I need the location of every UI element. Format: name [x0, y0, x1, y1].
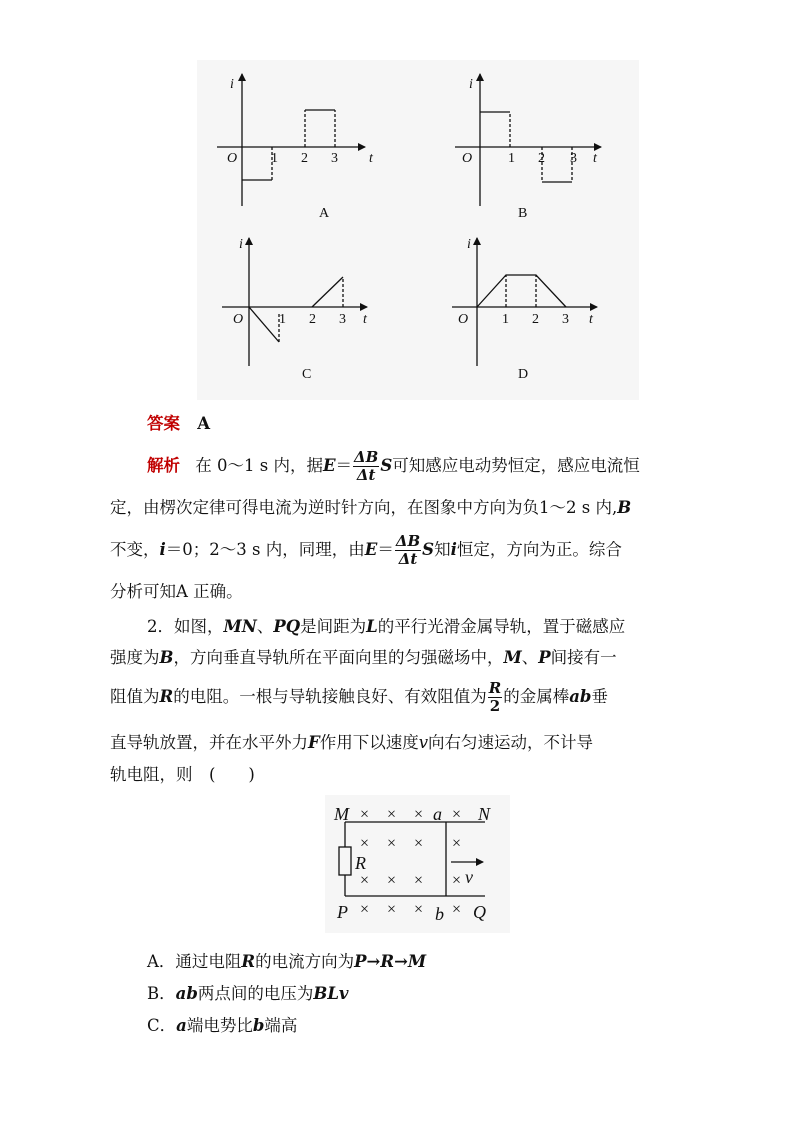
graph-b-t-label: t — [593, 151, 597, 166]
flux-rate-fraction — [395, 533, 421, 568]
v-symbol: v — [418, 733, 429, 752]
analysis-line-4: 分析可知A 正确。 — [110, 582, 243, 601]
field-cross: × — [414, 901, 424, 918]
field-cross: × — [452, 806, 462, 823]
graph-b-i-label: i — [469, 77, 473, 92]
field-cross: × — [414, 835, 424, 852]
resistor — [339, 847, 351, 875]
field-cross: × — [414, 806, 424, 823]
analysis-line-1 — [147, 447, 723, 485]
question-text: 的电阻。一根与导轨接触良好、有效阻值为 — [173, 687, 487, 706]
separator: 、 — [521, 648, 539, 667]
flux-rate-fraction — [353, 449, 379, 484]
graph-a-origin: O — [227, 151, 238, 166]
analysis-line-3 — [110, 531, 686, 569]
l-symbol: L — [366, 617, 378, 636]
graph-b-tick-1: 1 — [508, 151, 515, 166]
question-line-3 — [110, 678, 686, 716]
label-q: Q — [473, 902, 486, 922]
field-cross: × — [387, 872, 397, 889]
fraction-numerator: ΔB — [395, 532, 421, 550]
field-cross: × — [387, 835, 397, 852]
r-symbol: R — [159, 687, 174, 706]
field-cross: × — [452, 901, 462, 918]
a-symbol: a — [176, 1016, 187, 1035]
graph-c-t-label: t — [363, 312, 367, 327]
label-v: v — [465, 867, 473, 887]
area-symbol: S — [422, 540, 435, 559]
graph-figure — [197, 60, 639, 400]
analysis-text: 恒定，方向为正。综合 — [456, 540, 622, 559]
f-symbol: F — [308, 733, 320, 752]
label-n: N — [478, 804, 491, 824]
field-cross: × — [414, 872, 424, 889]
field-cross: × — [360, 901, 370, 918]
graph-c-curve-neg — [249, 307, 279, 342]
analysis-line-2 — [110, 498, 686, 518]
graph-c-origin: O — [233, 312, 244, 327]
graph-d-i-label: i — [467, 237, 471, 252]
question-number: 2． — [147, 617, 174, 636]
graph-c-i-label: i — [239, 237, 243, 252]
fraction-denominator: 2 — [489, 697, 501, 715]
graph-b-origin: O — [462, 151, 473, 166]
graph-b-caption: B — [518, 206, 528, 221]
voltage-expr: BLv — [313, 984, 349, 1003]
separator: 、 — [256, 617, 274, 636]
analysis-text: 可知感应电动势恒定，感应电流恒 — [392, 456, 640, 475]
field-cross: × — [360, 872, 370, 889]
current-path: P→R→M — [354, 952, 427, 971]
analysis-text: 在 0～1 s 内，据 — [195, 456, 323, 475]
option-b-label: B． — [147, 984, 176, 1003]
field-cross: × — [360, 835, 370, 852]
rod-ab: ab — [175, 984, 198, 1003]
option-text: 端高 — [264, 1016, 298, 1035]
option-c-label: C． — [147, 1016, 177, 1035]
equals-sign: ＝ — [335, 456, 353, 475]
label-r: R — [355, 853, 366, 873]
graph-a-t-label: t — [369, 151, 373, 166]
field-cross: × — [360, 806, 370, 823]
answer-value: A — [197, 414, 211, 433]
r-symbol: R — [241, 952, 256, 971]
b-symbol: b — [252, 1016, 265, 1035]
option-a[interactable] — [147, 948, 426, 972]
question-text: 的金属棒 — [503, 687, 570, 706]
graph-c-tick-3: 3 — [339, 312, 346, 327]
field-cross: × — [387, 901, 397, 918]
graphs-svg — [197, 60, 639, 400]
option-text: 的电流方向为 — [255, 952, 355, 971]
graph-d-caption: D — [518, 367, 529, 382]
label-p: P — [337, 902, 348, 922]
question-text: 作用下以速度 — [319, 733, 419, 752]
graph-c — [222, 238, 367, 366]
label-a: a — [433, 804, 442, 824]
question-text: 直导轨放置，并在水平外力 — [110, 733, 308, 752]
analysis-text: 知 — [434, 540, 451, 559]
i-symbol: i — [159, 540, 166, 559]
circuit-svg — [325, 795, 510, 933]
analysis-text: 定，由楞次定律可得电流为逆时针方向，在图象中方向为负1～2 s 内, — [110, 498, 618, 517]
option-text: 两点间的电压为 — [197, 984, 314, 1003]
question-line-4 — [110, 733, 686, 753]
question-text: 垂 — [591, 687, 608, 706]
fraction-numerator: R — [488, 679, 502, 697]
label-b: b — [435, 904, 444, 924]
graph-d-tick-2: 2 — [532, 312, 539, 327]
graph-a-i-label: i — [230, 77, 234, 92]
fraction-denominator: Δt — [398, 550, 418, 568]
question-line-1 — [147, 617, 723, 637]
question-line-2 — [110, 648, 686, 668]
graph-d-curve — [477, 275, 566, 307]
question-text: 阻值为 — [110, 687, 160, 706]
fraction-numerator: ΔB — [354, 448, 379, 466]
analysis-text: ＝0；2～3 s 内，同理，由 — [165, 540, 365, 559]
graph-d-tick-3: 3 — [562, 312, 569, 327]
half-r-fraction — [488, 680, 502, 715]
graph-a-tick-1: 1 — [271, 151, 278, 166]
graph-a-caption: A — [319, 206, 330, 221]
area-symbol: S — [380, 456, 393, 475]
option-b[interactable] — [147, 980, 349, 1004]
b-symbol: B — [617, 498, 632, 517]
analysis-label: 解析 — [147, 456, 180, 475]
graph-d-tick-1: 1 — [502, 312, 509, 327]
option-a-label: A． — [147, 952, 176, 971]
graph-d — [452, 238, 597, 366]
graph-c-tick-1: 1 — [279, 312, 286, 327]
option-c[interactable] — [147, 1012, 297, 1036]
i-symbol: i — [450, 540, 457, 559]
question-text: 向右匀速运动，不计导 — [428, 733, 594, 752]
graph-b-tick-3: 3 — [570, 151, 577, 166]
graph-a-tick-2: 2 — [301, 151, 308, 166]
field-cross: × — [452, 872, 462, 889]
graph-b — [455, 74, 601, 206]
rod-ab: ab — [569, 687, 592, 706]
question-text: 间接有一 — [550, 648, 617, 667]
option-text: 通过电阻 — [175, 952, 242, 971]
option-text: 端电势比 — [186, 1016, 253, 1035]
field-cross: × — [387, 806, 397, 823]
graph-c-caption: C — [302, 367, 312, 382]
emf-symbol: E — [322, 456, 336, 475]
circuit-diagram — [325, 795, 510, 933]
graph-d-origin: O — [458, 312, 469, 327]
fraction-denominator: Δt — [356, 466, 376, 484]
graph-a — [217, 74, 365, 206]
question-text: 如图， — [174, 617, 224, 636]
analysis-text: 不变， — [110, 540, 160, 559]
rail-pq: PQ — [273, 617, 301, 636]
m-symbol: M — [503, 648, 522, 667]
question-text: 强度为 — [110, 648, 160, 667]
graph-c-curve-pos — [312, 277, 343, 307]
emf-symbol: E — [364, 540, 378, 559]
label-m: M — [334, 804, 349, 824]
p-symbol: P — [538, 648, 551, 667]
equals-sign: ＝ — [377, 540, 394, 559]
graph-c-tick-2: 2 — [309, 312, 316, 327]
answer-label: 答案 — [147, 414, 180, 433]
field-cross: × — [452, 835, 462, 852]
rail-mn: MN — [223, 617, 257, 636]
question-text: 的平行光滑金属导轨，置于磁感应 — [377, 617, 626, 636]
question-text: 是间距为 — [300, 617, 367, 636]
question-text: ，方向垂直导轨所在平面向里的匀强磁场中， — [173, 648, 504, 667]
graph-a-tick-3: 3 — [331, 151, 338, 166]
graph-b-tick-2: 2 — [538, 151, 545, 166]
answer-line — [147, 414, 723, 434]
b-symbol: B — [159, 648, 174, 667]
graph-d-t-label: t — [589, 312, 593, 327]
question-line-5: 轨电阻，则 ( ) — [110, 765, 255, 784]
